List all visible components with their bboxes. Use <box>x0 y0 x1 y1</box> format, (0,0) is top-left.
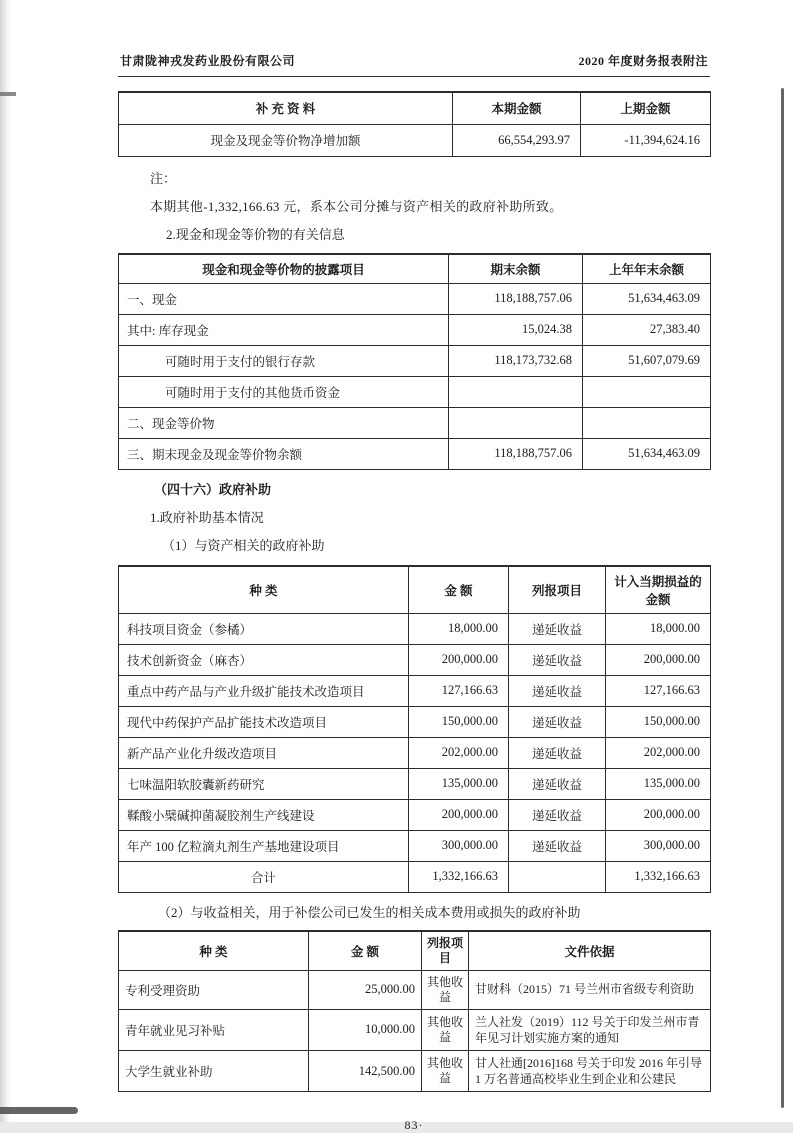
row-label: 科技项目资金（参橘） <box>119 613 409 644</box>
table-row <box>119 613 711 644</box>
cell-pnl: 202,000.00 <box>606 737 711 768</box>
total-presentation <box>509 861 606 892</box>
company-name: 甘肃陇神戎发药业股份有限公司 <box>120 54 296 68</box>
row-label: 现代中药保护产品扩能技术改造项目 <box>119 706 409 737</box>
cell-document-basis: 甘人社通[2016]168 号关于印发 2016 年引导 1 万名普通高校毕业生到企业和公建民 <box>469 1050 711 1091</box>
cell-pnl: 200,000.00 <box>606 799 711 830</box>
cell-ending: 118,173,732.68 <box>449 345 583 376</box>
table-row <box>119 1009 711 1050</box>
total-pnl: 1,332,166.63 <box>606 861 711 892</box>
cell-pnl: 18,000.00 <box>606 613 711 644</box>
cell-presentation: 递延收益 <box>509 613 606 644</box>
column-header-pnl-amount: 计入当期损益的金额 <box>606 566 711 614</box>
column-header-type: 种 类 <box>119 931 309 971</box>
income-related-grants-table <box>118 930 711 1093</box>
row-label: 鞣酸小檗碱抑菌凝胶剂生产线建设 <box>119 799 409 830</box>
column-header-presentation-item: 列报项目 <box>509 566 606 614</box>
column-header-presentation-item: 列报项目 <box>422 931 469 971</box>
cell-pnl: 135,000.00 <box>606 768 711 799</box>
table-row <box>119 1050 711 1091</box>
cell-prior <box>583 407 711 438</box>
note-subheading: 2.现金和现金等价物的有关信息 <box>166 226 345 242</box>
section-subheading-2: （1）与资产相关的政府补助 <box>162 537 325 553</box>
row-label: 重点中药产品与产业升级扩能技术改造项目 <box>119 675 409 706</box>
cell-prior <box>583 376 711 407</box>
scan-artifact-left-tick <box>0 92 16 96</box>
table-row <box>119 345 711 376</box>
row-label: 专利受理资助 <box>119 970 309 1009</box>
cell-presentation: 递延收益 <box>509 830 606 861</box>
cell-current-amount: 66,554,293.97 <box>453 124 581 156</box>
cell-presentation: 递延收益 <box>509 799 606 830</box>
row-label: 新产品产业化升级改造项目 <box>119 737 409 768</box>
cell-ending: 118,188,757.06 <box>449 283 583 314</box>
row-label: 三、期末现金及现金等价物余额 <box>119 438 449 469</box>
cell-presentation: 其他收益 <box>422 970 469 1009</box>
table-row <box>119 768 711 799</box>
cell-presentation: 递延收益 <box>509 737 606 768</box>
cell-amount: 18,000.00 <box>409 613 509 644</box>
note-label: 注： <box>150 170 177 186</box>
section-heading-46: （四十六）政府补助 <box>154 481 272 497</box>
report-title: 2020 年度财务报表附注 <box>578 54 708 68</box>
column-header-ending-balance: 期末余额 <box>449 254 583 284</box>
cell-ending: 15,024.38 <box>449 314 583 345</box>
row-label: 二、现金等价物 <box>119 407 449 438</box>
section-subheading-1: 1.政府补助基本情况 <box>150 509 264 525</box>
table-row <box>119 706 711 737</box>
table-row <box>119 737 711 768</box>
table-row <box>119 830 711 861</box>
column-header-prior-amount: 上期金额 <box>581 92 711 124</box>
cell-amount: 10,000.00 <box>309 1009 422 1050</box>
scan-artifact-left-strip <box>0 0 12 1122</box>
cell-ending <box>449 407 583 438</box>
supplementary-info-table <box>118 91 711 157</box>
table-row <box>119 124 711 156</box>
document-header <box>118 52 710 77</box>
cash-equivalents-table <box>118 253 711 470</box>
cell-document-basis: 甘财科（2015）71 号兰州市省级专利资助 <box>469 970 711 1009</box>
cell-presentation: 递延收益 <box>509 768 606 799</box>
table-row <box>119 644 711 675</box>
cell-amount: 200,000.00 <box>409 644 509 675</box>
row-label: 大学生就业补助 <box>119 1050 309 1091</box>
row-label: 青年就业见习补贴 <box>119 1009 309 1050</box>
table-header-row <box>119 931 711 971</box>
column-header-prior-year-balance: 上年年末余额 <box>583 254 711 284</box>
table-row <box>119 799 711 830</box>
table-header-row <box>119 92 711 124</box>
cell-amount: 135,000.00 <box>409 768 509 799</box>
row-label: 技术创新资金（麻杏） <box>119 644 409 675</box>
table-row <box>119 314 711 345</box>
column-header-amount: 金 额 <box>309 931 422 971</box>
cell-pnl: 127,166.63 <box>606 675 711 706</box>
cell-pnl: 200,000.00 <box>606 644 711 675</box>
section-subheading-3: （2）与收益相关，用于补偿公司已发生的相关成本费用或损失的政府补助 <box>158 904 581 920</box>
table-row <box>119 376 711 407</box>
table-total-row <box>119 861 711 892</box>
cell-presentation: 递延收益 <box>509 706 606 737</box>
cell-prior: 51,634,463.09 <box>583 283 711 314</box>
notes-block <box>118 168 710 243</box>
table-row <box>119 283 711 314</box>
total-amount: 1,332,166.63 <box>409 861 509 892</box>
cell-amount: 200,000.00 <box>409 799 509 830</box>
table-header-row <box>119 566 711 614</box>
row-label: 现金及现金等价物净增加额 <box>119 124 453 156</box>
scan-artifact-right-line <box>781 88 784 1108</box>
cell-amount: 202,000.00 <box>409 737 509 768</box>
cell-prior: 51,607,079.69 <box>583 345 711 376</box>
row-label: 年产 100 亿粒滴丸剂生产基地建设项目 <box>119 830 409 861</box>
column-header-amount: 金 额 <box>409 566 509 614</box>
column-header-disclosure-item: 现金和现金等价物的披露项目 <box>119 254 449 284</box>
cell-presentation: 其他收益 <box>422 1009 469 1050</box>
cell-pnl: 150,000.00 <box>606 706 711 737</box>
cell-amount: 150,000.00 <box>409 706 509 737</box>
row-label: 其中: 库存现金 <box>119 314 449 345</box>
cell-document-basis: 兰人社发（2019）112 号关于印发兰州市青年见习计划实施方案的通知 <box>469 1009 711 1050</box>
cell-prior: 27,383.40 <box>583 314 711 345</box>
page-content <box>118 52 710 1133</box>
row-label: 一、现金 <box>119 283 449 314</box>
column-header-document-basis: 文件依据 <box>469 931 711 971</box>
table-header-row <box>119 254 711 284</box>
table-row <box>119 675 711 706</box>
asset-related-grants-table <box>118 565 711 893</box>
column-header-type: 种 类 <box>119 566 409 614</box>
row-label: 七味温阳软胶囊新药研究 <box>119 768 409 799</box>
column-header-supplement: 补 充 资 料 <box>119 92 453 124</box>
cell-presentation: 递延收益 <box>509 644 606 675</box>
column-header-current-amount: 本期金额 <box>453 92 581 124</box>
cell-prior: 51,634,463.09 <box>583 438 711 469</box>
cell-ending: 118,188,757.06 <box>449 438 583 469</box>
note-text: 本期其他-1,332,166.63 元，系本公司分摊与资产相关的政府补助所致。 <box>150 198 563 214</box>
row-label: 可随时用于支付的其他货币资金 <box>119 376 449 407</box>
table-row <box>119 438 711 469</box>
cell-ending <box>449 376 583 407</box>
cell-presentation: 递延收益 <box>509 675 606 706</box>
table-row <box>119 970 711 1009</box>
cell-amount: 142,500.00 <box>309 1050 422 1091</box>
cell-prior-amount: -11,394,624.16 <box>581 124 711 156</box>
total-label: 合计 <box>119 861 409 892</box>
cell-pnl: 300,000.00 <box>606 830 711 861</box>
scan-artifact-bottom-mark <box>0 1107 78 1114</box>
table-row <box>119 407 711 438</box>
row-label: 可随时用于支付的银行存款 <box>119 345 449 376</box>
cell-amount: 127,166.63 <box>409 675 509 706</box>
page-number: 83· <box>404 1118 424 1133</box>
cell-amount: 300,000.00 <box>409 830 509 861</box>
cell-amount: 25,000.00 <box>309 970 422 1009</box>
cell-presentation: 其他收益 <box>422 1050 469 1091</box>
